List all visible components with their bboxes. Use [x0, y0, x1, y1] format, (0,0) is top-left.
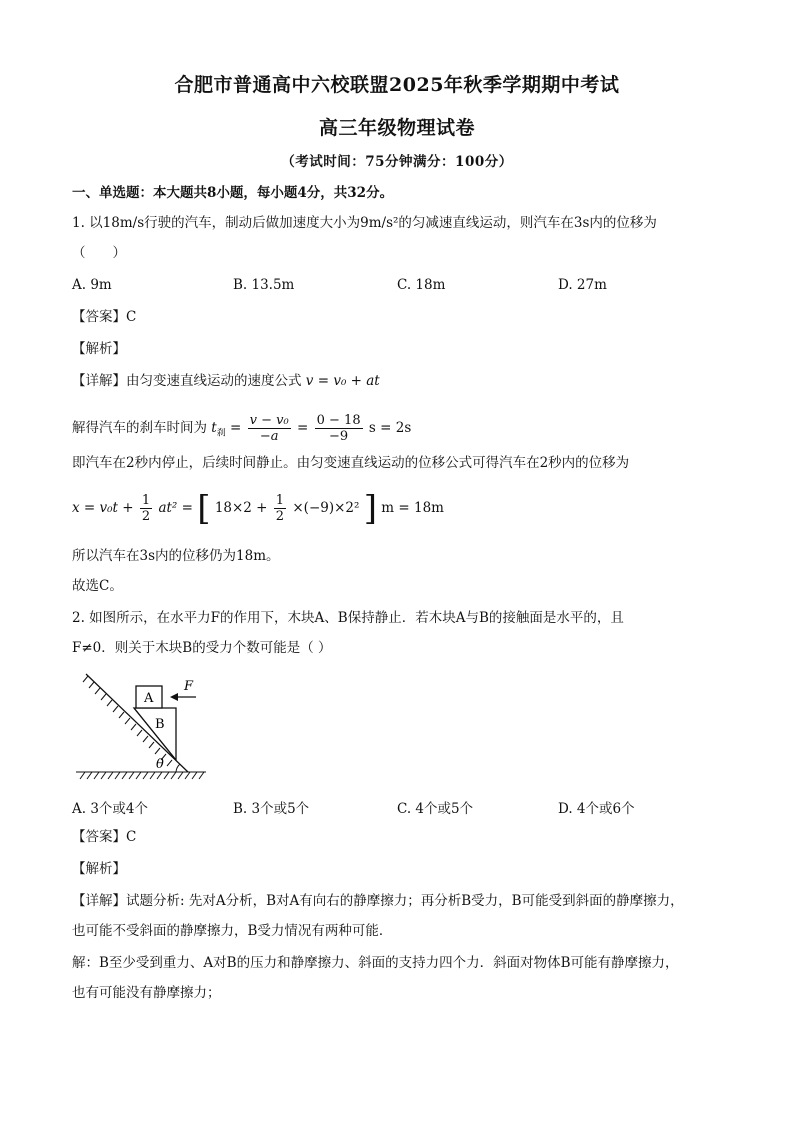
section-heading: 一、单选题：本大题共8小题，每小题4分，共32分。: [72, 185, 394, 201]
q1-choice: 故选C。: [72, 578, 123, 594]
q2-option-c: C. 4个或5个: [397, 801, 474, 817]
q1-brake-time: 解得汽车的刹车时间为 $t_刹$ = $\frac{\text{v − v₀}}{-a}$ = $\frac{0 - 18}{-9}$ s = 2s: [72, 413, 412, 444]
q1-option-b: B. 13.5m: [233, 277, 295, 293]
q1-option-a: A. 9m: [72, 277, 112, 293]
q1-option-d: D. 27m: [558, 277, 607, 293]
q1-brake-result: s = 2s: [368, 420, 412, 436]
q1-stem-line2: （ ）: [72, 245, 126, 261]
q2-answer: 【答案】C: [72, 829, 137, 845]
force-f-label: F: [184, 679, 194, 694]
block-b-label: B: [155, 717, 165, 732]
angle-arc: [176, 764, 180, 772]
q1-brake-prefix: 解得汽车的刹车时间为: [72, 420, 207, 436]
q2-incline-figure: [72, 668, 212, 780]
q2-solution-line1: 解：B至少受到重力、A对B的压力和静摩擦力、斜面的支持力四个力．斜面对物体B可能有静摩擦力，: [72, 955, 679, 971]
exam-subtitle: 高三年级物理试卷: [318, 117, 475, 139]
q1-stem-line1: 1. 以18m/s行驶的汽车，制动后做加速度大小为9m/s²的匀减速直线运动，则汽车在3s内的位移为: [72, 215, 657, 231]
q1-half-frac-2: $\frac{1}{2}$: [275, 493, 285, 524]
q1-detail-prefix: 【详解】由匀变速直线运动的速度公式: [72, 373, 302, 389]
exam-title: 合肥市普通高中六校联盟2025年秋季学期期中考试: [174, 74, 620, 96]
q1-t-subscript: 刹: [216, 428, 226, 439]
q1-option-c: C. 18m: [397, 277, 446, 293]
q2-option-d: D. 4个或6个: [558, 801, 635, 817]
exam-info: （考试时间：75分钟满分：100分）: [281, 154, 513, 170]
q2-stem-line2: F≠0．则关于木块B的受力个数可能是（ ）: [72, 640, 332, 656]
q1-t-symbol: t: [211, 420, 217, 436]
q2-option-a: A. 3个或4个: [72, 801, 149, 817]
q2-solution-line2: 也有可能没有静摩擦力；: [72, 985, 221, 1001]
block-a-label: A: [144, 691, 154, 706]
q1-analysis-tag: 【解析】: [72, 341, 126, 357]
ground-hatching: [76, 772, 206, 779]
q1-half-frac: $\frac{1}{2}$: [141, 493, 151, 524]
q1-velocity-formula: v = v₀ + at: [305, 373, 380, 389]
q2-detail-line2: 也可能不受斜面的静摩擦力，B受力情况有两种可能．: [72, 923, 393, 939]
q1-displacement-formula: x = v₀t + $\frac{1}{2}$ at² = [ 18×2 + $\frac{1}{2}$ ×(−9)×2² ] m = 18m: [72, 488, 444, 529]
q1-frac-symbolic: $\frac{\text{v − v₀}}{-a}$: [249, 413, 289, 444]
q2-option-b: B. 3个或5个: [233, 801, 310, 817]
q1-stop-line: 即汽车在2秒内停止，后续时间静止。由匀变速直线运动的位移公式可得汽车在2秒内的位移为: [72, 455, 630, 471]
q1-detail: [72, 372, 380, 390]
q1-conclusion: 所以汽车在3s内的位移仍为18m。: [72, 548, 280, 564]
theta-label: θ: [156, 757, 164, 772]
force-arrow-icon: [170, 693, 178, 701]
q1-frac-numeric: $\frac{0 - 18}{-9}$: [316, 413, 361, 444]
q2-detail-line1: 【详解】试题分析: 先对A分析，B对A有向右的静摩擦力；再分析B受力，B可能受到斜面的静摩擦力，: [72, 893, 684, 909]
q1-answer: 【答案】C: [72, 309, 137, 325]
q2-stem-line1: 2. 如图所示，在水平力F的作用下，木块A、B保持静止．若木块A与B的接触面是水平的，且: [72, 610, 624, 626]
q2-analysis-tag: 【解析】: [72, 861, 126, 877]
